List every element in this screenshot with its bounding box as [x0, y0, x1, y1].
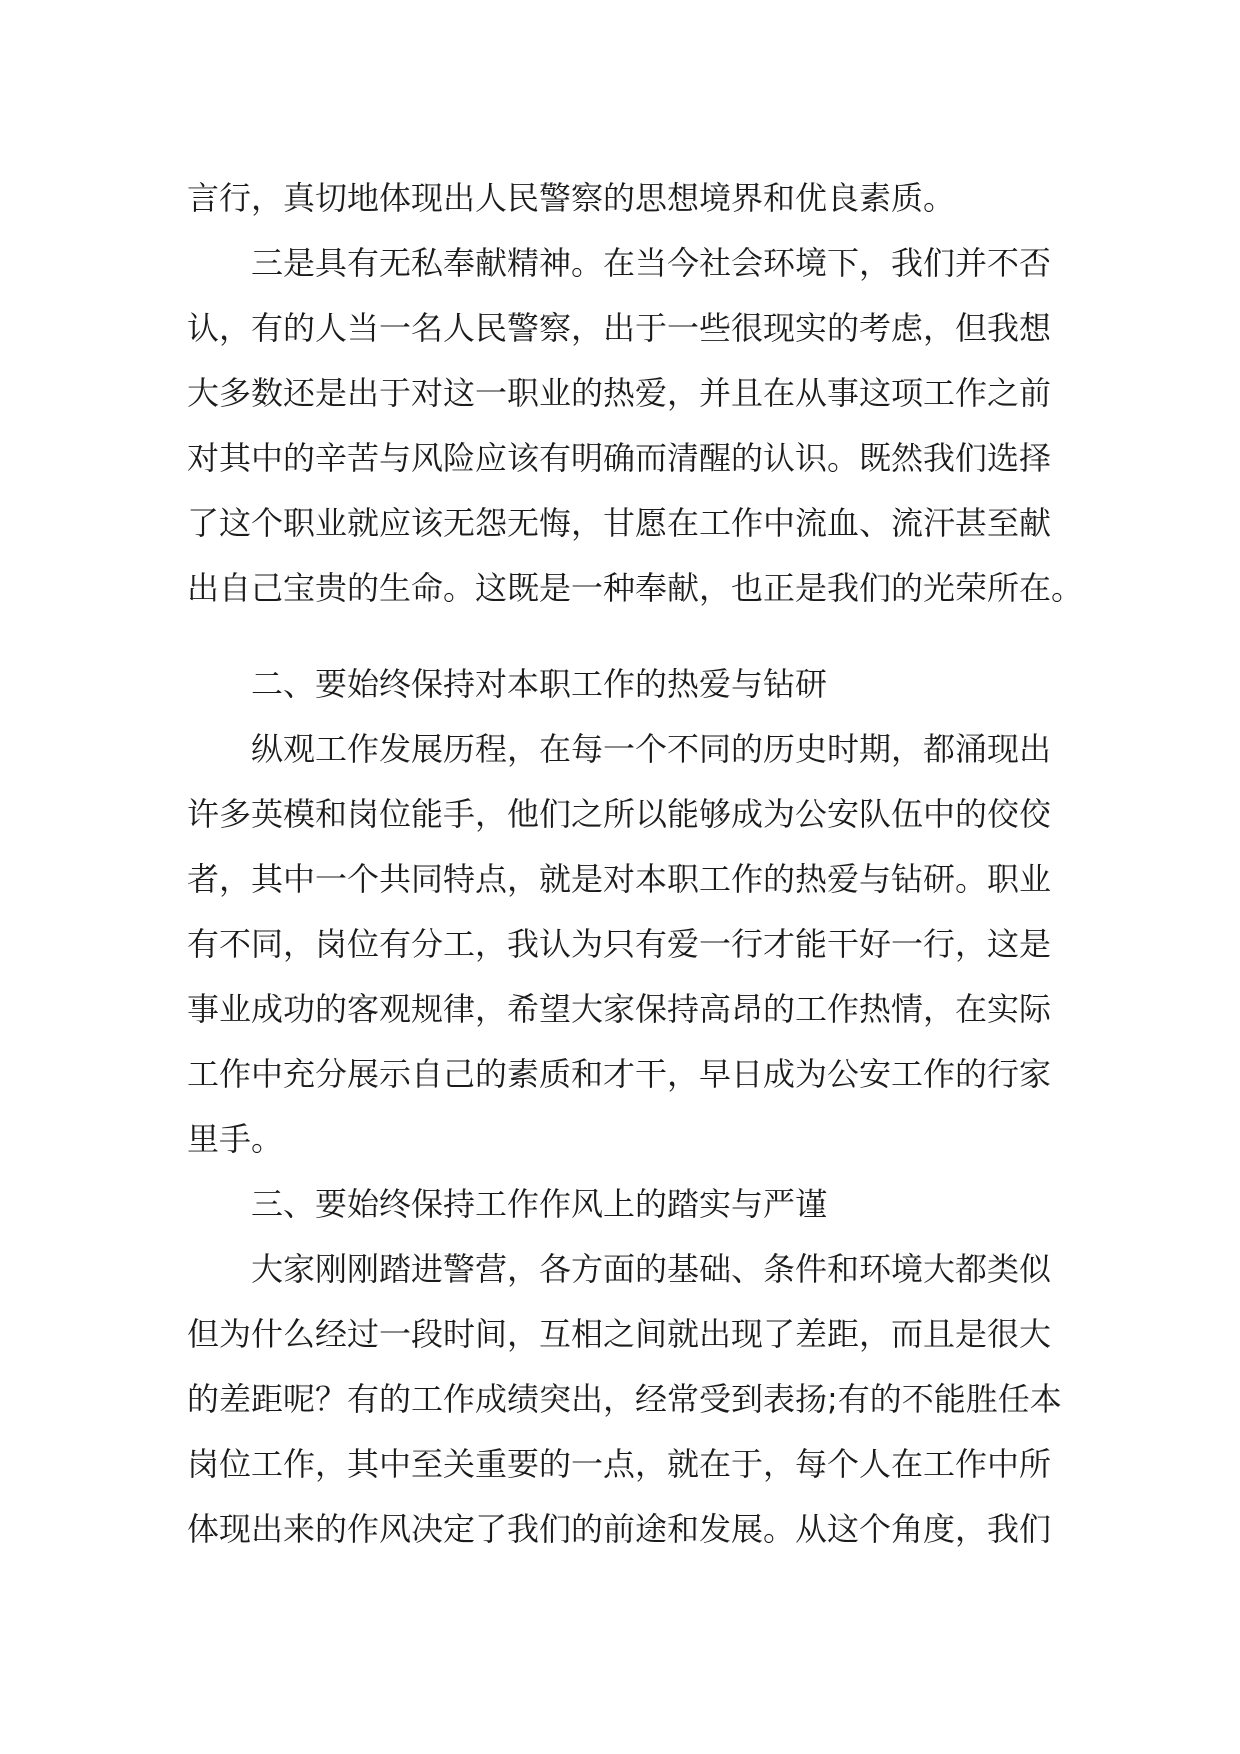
text-line: 的差距呢？有的工作成绩突出，经常受到表扬;有的不能胜任本: [187, 1380, 1062, 1418]
text-line: 许多英模和岗位能手，他们之所以能够成为公安队伍中的佼佼: [187, 795, 1052, 833]
text-line: 出自己宝贵的生命。这既是一种奉献，也正是我们的光荣所在。: [187, 569, 1084, 607]
text-line: 言行，真切地体现出人民警察的思想境界和优良素质。: [187, 179, 956, 217]
section-heading-text: 二、要始终保持对本职工作的热爱与钻研: [251, 665, 828, 703]
text-line: 但为什么经过一段时间，互相之间就出现了差距，而且是很大: [187, 1315, 1052, 1353]
text-line: 大家刚刚踏进警营，各方面的基础、条件和环境大都类似: [251, 1250, 1052, 1288]
text-line: 工作中充分展示自己的素质和才干，早日成为公安工作的行家: [187, 1055, 1052, 1093]
text-line: 大多数还是出于对这一职业的热爱，并且在从事这项工作之前: [187, 374, 1052, 412]
text-line: 了这个职业就应该无怨无悔，甘愿在工作中流血、流汗甚至献: [187, 504, 1052, 542]
text-line: 有不同，岗位有分工，我认为只有爱一行才能干好一行，这是: [187, 925, 1052, 963]
document-body: [187, 166, 1197, 1562]
text-line: 岗位工作，其中至关重要的一点，就在于，每个人在工作中所: [187, 1445, 1052, 1483]
text-line: 事业成功的客观规律，希望大家保持高昂的工作热情，在实际: [187, 990, 1052, 1028]
section-heading-text: 三、要始终保持工作作风上的踏实与严谨: [251, 1185, 828, 1223]
text-line: 者，其中一个共同特点，就是对本职工作的热爱与钻研。职业: [187, 860, 1052, 898]
text-line: 里手。: [187, 1120, 284, 1158]
paragraph: [187, 231, 1197, 621]
text-line: 体现出来的作风决定了我们的前途和发展。从这个角度，我们: [187, 1510, 1052, 1548]
text-line: 认，有的人当一名人民警察，出于一些很现实的考虑，但我想: [187, 309, 1052, 347]
paragraph: [187, 1237, 1197, 1562]
paragraph: [187, 717, 1197, 1172]
text-line: 纵观工作发展历程，在每一个不同的历史时期，都涌现出: [251, 730, 1052, 768]
text-line: 对其中的辛苦与风险应该有明确而清醒的认识。既然我们选择: [187, 439, 1052, 477]
text-line: 三是具有无私奉献精神。在当今社会环境下，我们并不否: [251, 244, 1052, 282]
section-heading: [187, 1172, 1197, 1237]
section-heading: [187, 652, 1197, 717]
paragraph: [187, 166, 1197, 231]
